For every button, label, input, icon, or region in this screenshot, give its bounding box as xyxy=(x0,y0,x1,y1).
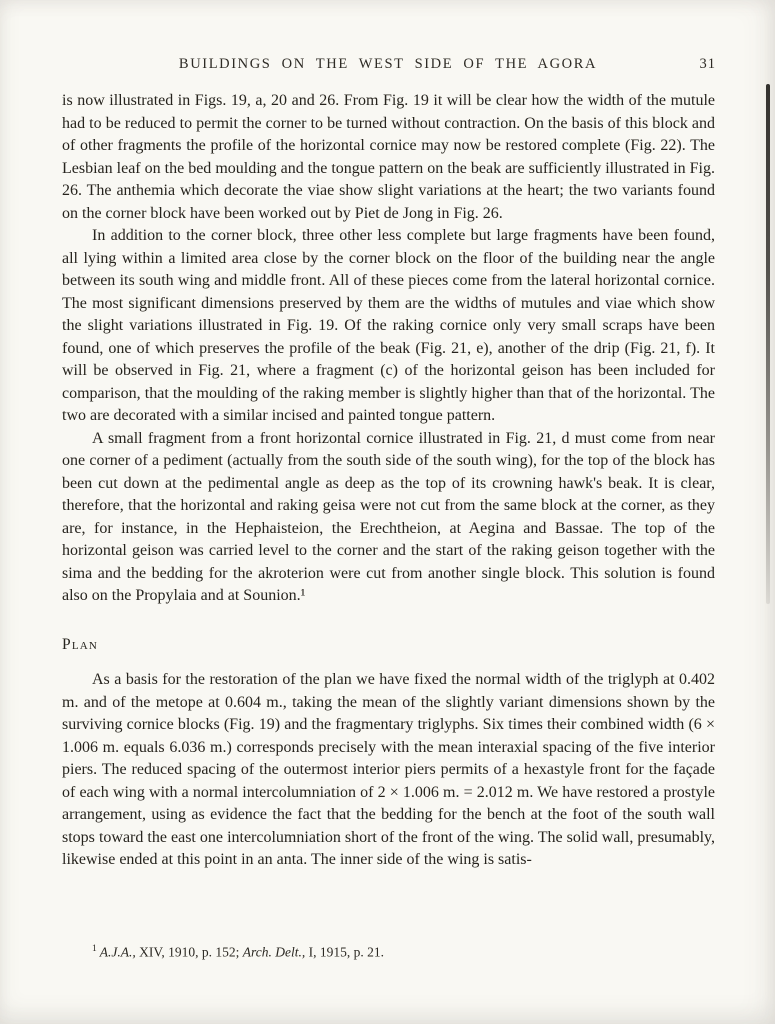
page-number: 31 xyxy=(699,56,716,72)
footnote-citation-2: Arch. Delt., xyxy=(242,944,306,960)
footnote-marker: 1 xyxy=(92,944,97,954)
body-paragraph-1: is now illustrated in Figs. 19, a, 20 and 26. From Fig. 19 it will be clear how the width of the mutule had to be reduced to permit the corner to be turned without contraction. On the basis of this block and of other fragments the profile of the horizontal cornice may now be restored complete (Fig. 22). The Lesbian leaf on the bed moulding and the tongue pattern on the beak are sufficiently illustrated in Fig. 26. The anthemia which decorate the viae show slight variations at the heart; the two variants found on the corner block have been worked out by Piet de Jong in Fig. 26. xyxy=(62,92,715,222)
footnote xyxy=(62,940,715,962)
running-head-title: BUILDINGS ON THE WEST SIDE OF THE AGORA xyxy=(178,56,598,72)
scan-artifact xyxy=(766,84,770,604)
body-paragraph-2: In addition to the corner block, three other less complete but large fragments have been found, all lying within a limited area close by the corner block on the floor of the building near the angle between its south wing and middle front. All of these pieces come from the lateral horizontal cornice. The most significant dimensions preserved by them are the widths of mutules and viae which show the slight variations illustrated in Fig. 19. Of the raking cornice only very small scraps have been found, one of which preserves the profile of the beak (Fig. 21, e), another of the drip (Fig. 21, f). It will be observed in Fig. 21, where a fragment (c) of the horizontal geison has been included for comparison, that the moulding of the raking member is slightly higher than that of the horizontal. The two are decorated with a similar incised and painted tongue pattern. xyxy=(62,227,715,424)
footnote-text-1: XIV, 1910, p. 152; xyxy=(135,944,243,960)
body-paragraph-4: As a basis for the restoration of the plan we have fixed the normal width of the triglyph at 0.402 m. and of the metope at 0.604 m., taking the mean of the slightly variant dimensions shown by the surviving cornice blocks (Fig. 19) and the fragmentary triglyphs. Six times their combined width (6 × 1.006 m. equals 6.036 m.) corresponds precisely with the mean interaxial spacing of the five interior piers. The reduced spacing of the outermost interior piers permits of a hexastyle front for the façade of each wing with a normal intercolumniation of 2 × 1.006 m. = 2.012 m. We have restored a prostyle arrangement, using as evidence the fact that the bedding for the bench at the foot of the south wall stops toward the east one intercolumniation short of the front of the wing. The solid wall, presumably, likewise ended at this point in an anta. The inner side of the wing is satis- xyxy=(62,671,715,868)
page-body xyxy=(62,90,715,872)
footnote-text-2: I, 1915, p. 21. xyxy=(305,944,384,960)
page-header xyxy=(62,56,714,73)
footnote-citation-1: A.J.A., xyxy=(99,944,136,960)
body-paragraph-3: A small fragment from a front horizontal cornice illustrated in Fig. 21, d must come from near one corner of a pediment (actually from the south side of the south wing), for the top of the block has been cut down at the pedimental angle as deep as the top of its crowning hawk's beak. It is clear, therefore, that the horizontal and raking geisa were not cut from the same block at the corner, as they are, for instance, in the Hephaisteion, the Erechtheion, at Aegina and Bassae. The top of the horizontal geison was carried level to the corner and the start of the raking geison together with the sima and the bedding for the akroterion were cut from another single block. This solution is found also on the Propylaia and at Sounion.¹ xyxy=(62,429,715,604)
section-heading-plan: Plan xyxy=(62,635,99,653)
